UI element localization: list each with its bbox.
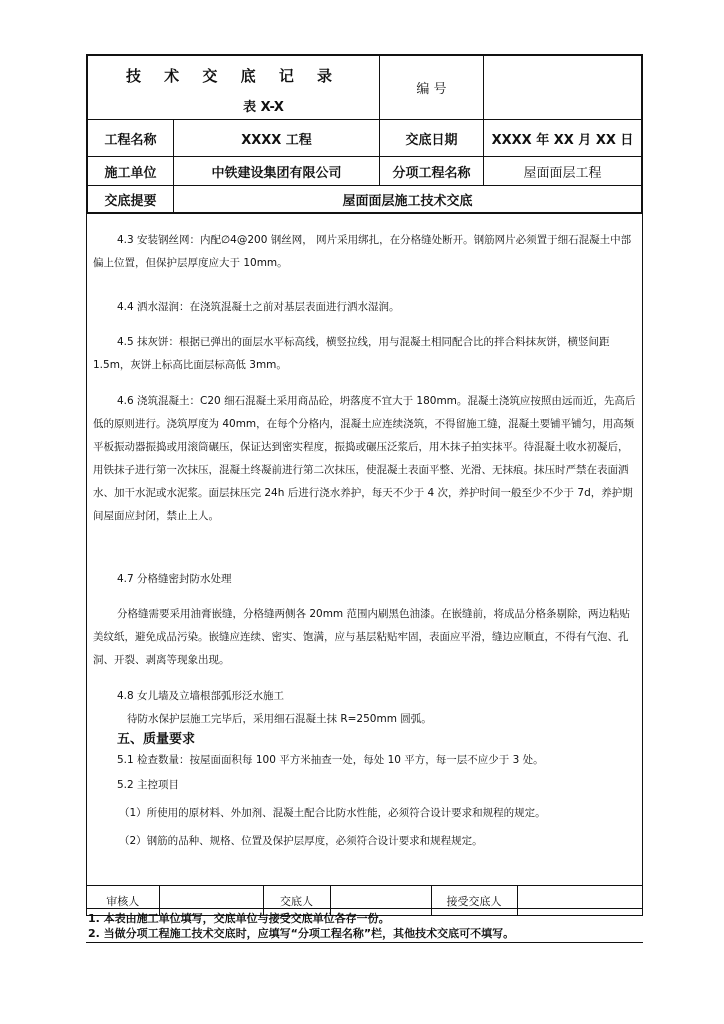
para-5-2-title: 5.2 主控项目	[117, 779, 180, 791]
discloser-label: 交底人	[263, 886, 330, 916]
para-4-7-title: 4.7 分格缝密封防水处理	[117, 573, 232, 585]
construction-unit-value[interactable]: 中铁建设集团有限公司	[174, 157, 380, 186]
number-label: 编 号	[380, 56, 484, 120]
item-2: （2）钢筋的品种、规格、位置及保护层厚度，必须符合设计要求和规程规定。	[119, 835, 483, 847]
sub-project-value[interactable]: 屋面面层工程	[484, 157, 642, 186]
disclosure-date-value[interactable]: XXXX 年 XX 月 XX 日	[484, 120, 642, 157]
form-number: 表 X-X	[243, 99, 284, 115]
disclosure-date-label: 交底日期	[380, 120, 484, 157]
form-title: 技 术 交 底 记 录	[125, 66, 342, 85]
construction-unit-label: 施工单位	[88, 157, 174, 186]
number-value[interactable]	[484, 56, 642, 120]
header-table	[87, 55, 642, 213]
reviewer-label: 审核人	[106, 894, 140, 908]
project-name-label: 工程名称	[88, 120, 174, 157]
para-4-5: 4.5 抹灰饼：根据已弹出的面层水平标高线，横竖拉线，用与混凝土相同配合比的拌合料抹灰饼，横竖间距 1.5m，灰饼上标高比面层标高低 3mm。	[93, 336, 610, 371]
para-4-3: 4.3 安装钢丝网：内配∅4@200 钢丝网， 网片采用绑扎，在分格缝处断开。钢筋网片必须置于细石混凝土中部偏上位置，但保护层厚度应大于 10mm。	[93, 234, 632, 269]
para-4-6: 4.6 浇筑混凝土：C20 细石混凝土采用商品砼，坍落度不宜大于 180mm。混凝土浇筑应按照由远而近，先高后低的原则进行。浇筑厚度为 40mm，在每个分格内，混凝土应连续浇筑，不得留施工缝，混凝土要铺平铺匀，用高频平板振动器振捣或用滚筒碾压，保证达到密实程度，振捣或碾压泛浆后，用木抹子拍实抹平。待混凝土收水初凝后，用铁抹子进行第一次抹压，混凝土终凝前进行第二次抹压，使混凝土表面平整、光滑、无抹痕。抹压时严禁在表面洒水、加干水泥或水泥浆。面层抹压完 24h 后进行浇水养护，每天不少于 4 次，养护时间一般至少不少于 7d，养护期间屋面应封闭，禁止上人。	[93, 395, 636, 522]
item-1: （1）所使用的原材料、外加剂、混凝土配合比防水性能，必须符合设计要求和规程的规定。	[119, 807, 546, 819]
technical-disclosure-form	[86, 54, 643, 916]
para-5-1: 5.1 检查数量：按屋面面积每 100 平方米抽查一处，每处 10 平方，每一层不应少于 3 处。	[117, 754, 544, 766]
sub-project-label: 分项工程名称	[380, 157, 484, 186]
footnotes	[86, 908, 643, 943]
summary-value[interactable]: 屋面面层施工技术交底	[174, 186, 642, 213]
para-4-8-title: 4.8 女儿墙及立墙根部弧形泛水施工	[117, 690, 285, 702]
para-4-7-text: 分格缝需要采用油膏嵌缝，分格缝两侧各 20mm 范围内刷黑色油漆。在嵌缝前，将成品分格条剔除，两边粘贴美纹纸，避免成品污染。嵌缝应连续、密实、饱满，应与基层粘贴牢固，表面应平滑，缝边应顺直，不得有气泡、孔洞、开裂、剥离等现象出现。	[93, 608, 630, 666]
para-4-4: 4.4 洒水湿润：在浇筑混凝土之前对基层表面进行洒水湿润。	[117, 301, 400, 313]
disclosure-body	[87, 213, 642, 885]
para-4-8-text: 待防水保护层施工完毕后，采用细石混凝土抹 R=250mm 圆弧。	[127, 713, 432, 725]
summary-label: 交底提要	[88, 186, 174, 213]
note-1: 1. 本表由施工单位填写，交底单位与接受交底单位各存一份。	[88, 912, 390, 925]
receiver-label: 接受交底人	[431, 886, 517, 916]
title-cell	[88, 56, 380, 120]
section-5-title: 五、质量要求	[117, 732, 196, 747]
project-name-value[interactable]: XXXX 工程	[174, 120, 380, 157]
note-2: 2. 当做分项工程施工技术交底时，应填写“分项工程名称”栏，其他技术交底可不填写。	[88, 927, 515, 940]
